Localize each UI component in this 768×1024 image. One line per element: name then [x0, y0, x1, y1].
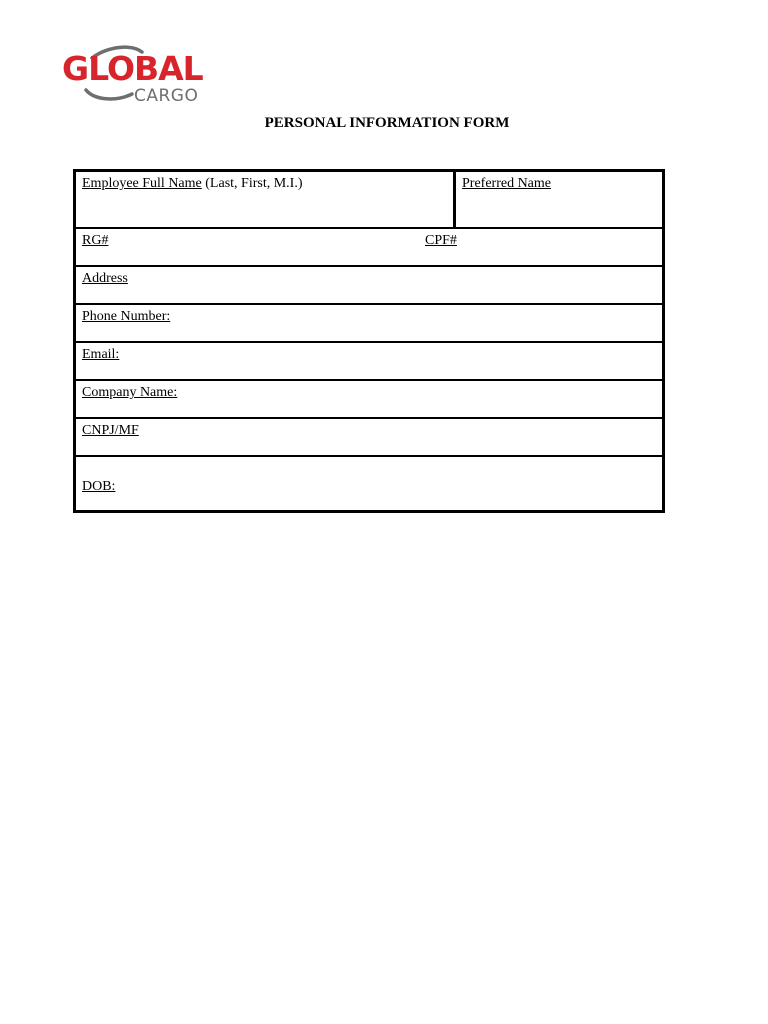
- phone-number-label: Phone Number:: [82, 309, 171, 324]
- rg-label: RG#: [82, 233, 109, 248]
- employee-name-label-group: [82, 177, 302, 191]
- logo-subtitle: CARGO: [134, 86, 199, 106]
- preferred-name-label: Preferred Name: [462, 176, 552, 191]
- company-name-label: Company Name:: [82, 385, 178, 400]
- email-field[interactable]: [76, 341, 662, 379]
- personal-info-form: [73, 169, 665, 513]
- phone-number-field[interactable]: [76, 303, 662, 341]
- dob-label: DOB:: [82, 479, 116, 494]
- dob-field[interactable]: [76, 455, 662, 510]
- address-label: Address: [82, 271, 128, 286]
- employee-name-hint: (Last, First, M.I.): [201, 176, 303, 191]
- cnpj-field[interactable]: [76, 417, 662, 455]
- employee-name-label: Employee Full Name: [82, 176, 202, 191]
- cpf-label: CPF#: [425, 233, 457, 248]
- form-row-name: [76, 172, 662, 227]
- employee-name-field[interactable]: [76, 172, 456, 227]
- logo-wordmark: GLOBAL: [62, 49, 203, 88]
- page-title: PERSONAL INFORMATION FORM: [264, 115, 510, 131]
- email-label: Email:: [82, 347, 120, 362]
- address-field[interactable]: [76, 265, 662, 303]
- global-cargo-logo: [60, 44, 205, 108]
- form-row-rg-cpf[interactable]: [76, 227, 662, 265]
- company-name-field[interactable]: [76, 379, 662, 417]
- cnpj-label: CNPJ/MF: [82, 423, 139, 438]
- preferred-name-field[interactable]: [456, 172, 662, 227]
